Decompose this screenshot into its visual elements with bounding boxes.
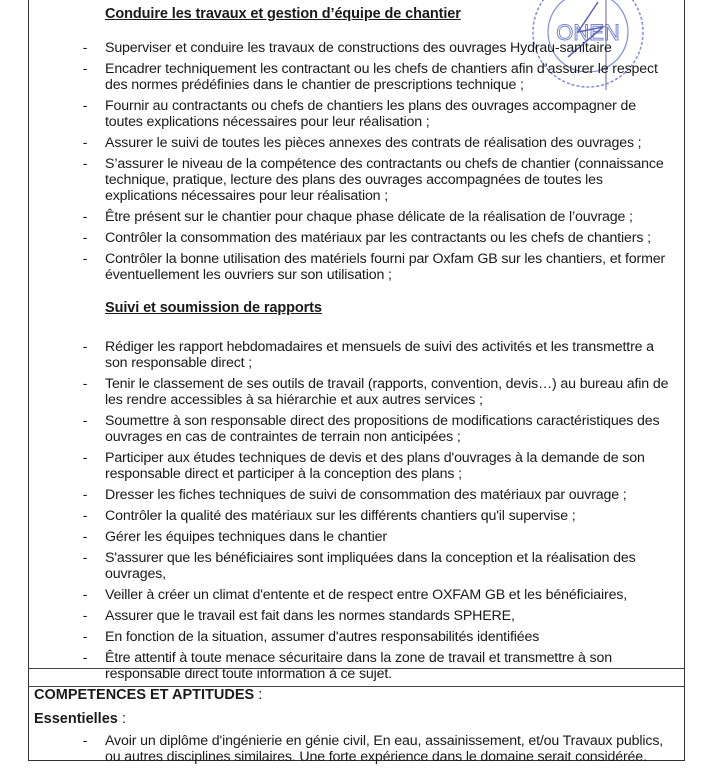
list-item-line: ou autres disciplines similaires. Une forte expérience dans le domaine serait considérée.	[105, 749, 647, 765]
competences-list	[80, 733, 680, 770]
bullet-dash: -	[82, 209, 88, 225]
list-item-line: Tenir le classement de ses outils de travail (rapports, convention, devis…) au bureau afin de	[105, 376, 669, 392]
list-item-line: Assurer le suivi de toutes les pièces annexes des contrats de réalisation des ouvrages ;	[105, 135, 642, 151]
list-item-line: Superviser et conduire les travaux de constructions des ouvrages Hydrau-sanitaire	[105, 40, 612, 56]
travaux-list	[80, 40, 680, 288]
list-item-line: Gérer les équipes techniques dans le chantier	[105, 529, 387, 545]
colon: :	[254, 687, 263, 703]
list-item-line: explications nécessaires pour leur réalisation ;	[105, 188, 389, 204]
bullet-dash: -	[82, 450, 88, 466]
list-item	[80, 529, 680, 545]
list-item	[80, 650, 680, 682]
list-item-line: les rendre accessibles à sa hiérarchie et aux autres services ;	[105, 392, 483, 408]
list-item-line: Contrôler la consommation des matériaux par les contractants ou les chefs de chantiers ;	[105, 230, 651, 246]
list-item-line: Participer aux études techniques de devis et des plans d'ouvrages à la demande de son	[105, 450, 645, 466]
bullet-dash: -	[82, 587, 88, 603]
bullet-dash: -	[82, 629, 88, 645]
list-item-line: Rédiger les rapport hebdomadaires et mensuels de suivi des activités et les transmettre a	[105, 339, 654, 355]
list-item	[80, 450, 680, 482]
list-item	[80, 550, 680, 582]
bullet-dash: -	[82, 98, 88, 114]
bullet-dash: -	[82, 156, 88, 172]
list-item	[80, 487, 680, 503]
bullet-dash: -	[82, 135, 88, 151]
list-item	[80, 98, 680, 130]
list-item-line: responsable direct et participer à la conception des plans ;	[105, 466, 462, 482]
section-title-rapports: Suivi et soumission de rapports	[105, 300, 322, 316]
bullet-dash: -	[82, 230, 88, 246]
bullet-dash: -	[82, 40, 88, 56]
list-item-line: Fournir au contractants ou chefs de chantiers les plans des ouvrages accompagner de	[105, 98, 636, 114]
essentielles-subheading	[34, 711, 126, 727]
list-item-line: responsable direct toute information à ce sujet.	[105, 666, 392, 682]
list-item	[80, 508, 680, 524]
list-item-line: S’assurer le niveau de la compétence des contractants ou chefs de chantier (connaissance	[105, 156, 664, 172]
list-item-line: Contrôler la qualité des matériaux sur les différents chantiers qu'il supervise ;	[105, 508, 576, 524]
list-item	[80, 251, 680, 283]
list-item-line: En fonction de la situation, assumer d'autres responsabilités identifiées	[105, 629, 540, 645]
bullet-dash: -	[82, 487, 88, 503]
bullet-dash: -	[82, 550, 88, 566]
list-item	[80, 135, 680, 151]
stamp-text: ONEN	[556, 20, 620, 45]
list-item-line: Assurer que le travail est fait dans les normes standards SPHERE,	[105, 608, 515, 624]
bullet-dash: -	[82, 376, 88, 392]
list-item-line: des normes prédéfinies dans le chantier de prescriptions technique ;	[105, 77, 524, 93]
divider	[28, 668, 684, 669]
list-item-line: S'assurer que les bénéficiaires sont impliquées dans la conception et la réalisation des	[105, 550, 636, 566]
list-item-line: Veiller à créer un climat d'entente et de respect entre OXFAM GB et les bénéficiaires,	[105, 587, 628, 603]
list-item-line: Contrôler la bonne utilisation des matériels fourni par Oxfam GB sur les chantiers, et former	[105, 251, 666, 267]
bullet-dash: -	[82, 339, 88, 355]
bullet-dash: -	[82, 61, 88, 77]
list-item	[80, 156, 680, 204]
list-item	[80, 608, 680, 624]
list-item	[80, 230, 680, 246]
list-item	[80, 376, 680, 408]
list-item	[80, 733, 680, 765]
list-item	[80, 587, 680, 603]
list-item	[80, 629, 680, 645]
list-item-line: technique, pratique, lecture des plans des ouvrages accompagnées de toutes les	[105, 172, 603, 188]
list-item	[80, 40, 680, 56]
list-item	[80, 413, 680, 445]
competences-heading	[34, 687, 262, 703]
bullet-dash: -	[82, 508, 88, 524]
essentielles-text: Essentielles	[34, 711, 118, 727]
bullet-dash: -	[82, 413, 88, 429]
colon: :	[117, 711, 126, 727]
list-item-line: Encadrer techniquement les contractant ou les chefs de chantiers afin d’assurer le respect	[105, 61, 658, 77]
list-item-line: Avoir un diplôme d'ingénierie en génie civil, En eau, assainissement, et/ou Travaux publics,	[105, 733, 664, 749]
list-item	[80, 209, 680, 225]
competences-heading-text: COMPETENCES ET APTITUDES	[34, 687, 255, 703]
list-item-line: éventuellement les ouvriers sur son utilisation ;	[105, 267, 392, 283]
list-item-line: toutes explications nécessaires pour leur réalisation ;	[105, 114, 430, 130]
bullet-dash: -	[82, 650, 88, 666]
list-item-line: son responsable direct ;	[105, 355, 253, 371]
list-item-line: Dresser les fiches techniques de suivi de consommation des matériaux par ouvrage ;	[105, 487, 627, 503]
bullet-dash: -	[82, 733, 88, 749]
list-item-line: Être attentif à toute menace sécuritaire dans la zone de travail et transmettre à son	[105, 650, 612, 666]
list-item-line: ouvrages en cas de contraintes de terrain non anticipées ;	[105, 429, 461, 445]
list-item	[80, 339, 680, 371]
list-item-line: ouvrages,	[105, 566, 166, 582]
list-item	[80, 61, 680, 93]
list-item-line: Être présent sur le chantier pour chaque phase délicate de la réalisation de l’ouvrage ;	[105, 209, 633, 225]
rapports-list	[80, 339, 680, 687]
list-item-line: Soumettre à son responsable direct des propositions de modifications caractéristiques des	[105, 413, 660, 429]
section-title-travaux: Conduire les travaux et gestion d’équipe de chantier	[105, 6, 461, 22]
bullet-dash: -	[82, 529, 88, 545]
bullet-dash: -	[82, 251, 88, 267]
bullet-dash: -	[82, 608, 88, 624]
